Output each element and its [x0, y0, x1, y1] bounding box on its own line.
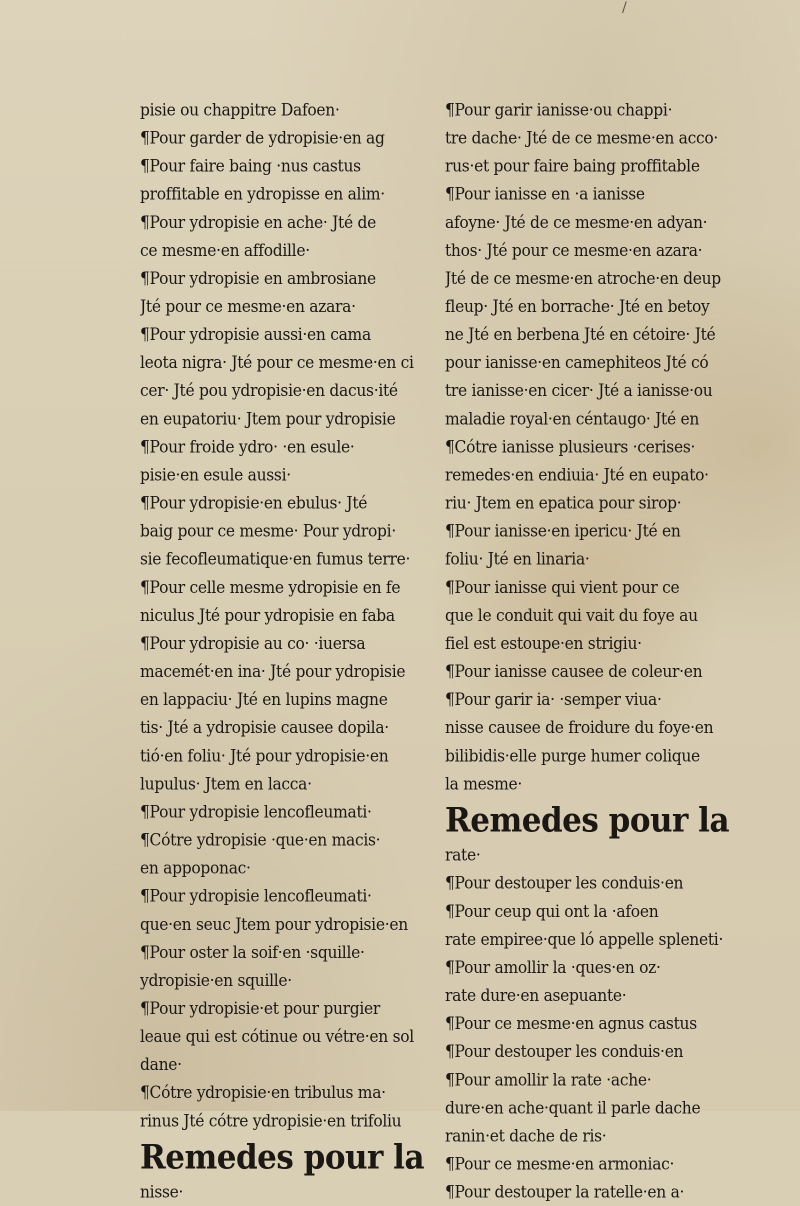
text-line: ¶Pour ianisse·en ipericu· Jté en [445, 521, 681, 541]
text-line: pour ianisse·en camephiteos Jté có [445, 353, 709, 373]
text-line: rate· [445, 845, 481, 865]
text-line: en eupatoriu· Jtem pour ydropisie [140, 409, 396, 429]
text-line: fiel est estoupe·en strigiu· [445, 633, 642, 654]
text-line: ¶Pour ceup qui ont la ·afoen [445, 901, 659, 922]
text-line: ne Jté en berbena Jté en cétoire· Jté [445, 324, 716, 345]
text-line: ¶Pour ianisse causee de coleur·en [445, 661, 703, 682]
text-line: leota nigra· Jté pour ce mesme·en ci [140, 353, 414, 373]
text-line: baig pour ce mesme· Pour ydropi· [140, 521, 396, 541]
text-line: pisie·en esule aussi· [140, 465, 291, 485]
text-line: fleup· Jté en borrache· Jté en betoy [445, 296, 710, 317]
text-line: Jté pour ce mesme·en azara· [140, 296, 356, 317]
text-line: rate dure·en asepuante· [445, 985, 627, 1006]
text-line: en lappaciu· Jté en lupins magne [140, 690, 388, 710]
text-line: ¶Cótre ydropisie·en tribulus ma· [140, 1083, 386, 1103]
text-line: que le conduit qui vait du foye au [445, 605, 698, 626]
text-line: dure·en ache·quant il parle dache [445, 1098, 701, 1118]
text-line: riu· Jtem en epatica pour sirop· [445, 493, 682, 513]
text-line: ce mesme·en affodille· [140, 240, 310, 261]
text-line: tis· Jté a ydropisie causee dopila· [140, 718, 389, 738]
text-line: en appoponac· [140, 858, 251, 878]
text-line: rinus Jté cótre ydropisie·en trifoliu [140, 1111, 402, 1131]
left-column-lines-a [140, 96, 425, 1135]
text-line: ¶Pour faire baing ·nus castus [140, 156, 361, 176]
text-line: la mesme· [445, 774, 523, 794]
text-line: rate empiree·que ló appelle spleneti· [445, 929, 724, 950]
page-mark: / [622, 0, 627, 16]
text-line: ¶Pour ce mesme·en agnus castus [445, 1014, 697, 1034]
text-line: ¶Cótre ydropisie ·que·en macis· [140, 830, 381, 850]
text-line: ¶Pour amollir la ·ques·en oz· [445, 957, 661, 978]
text-line: nisse· [140, 1182, 184, 1202]
text-line: afoyne· Jté de ce mesme·en adyan· [445, 212, 708, 233]
left-column-lines-b [140, 1178, 425, 1206]
text-line: bilibidis·elle purge humer colique [445, 746, 700, 766]
text-line: Jté de ce mesme·en atroche·en deup [445, 268, 721, 289]
text-line: ¶Pour oster la soif·en ·squille· [140, 942, 365, 963]
text-line: rus·et pour faire baing proffitable [445, 156, 700, 176]
text-line: tre ianisse·en cicer· Jté a ianisse·ou [445, 381, 713, 401]
text-line: ¶Pour ydropisie au co· ·iuersa [140, 633, 366, 654]
text-line: ¶Pour celle mesme ydropisie en fe [140, 577, 401, 598]
text-line: macemét·en ina· Jté pour ydropisie [140, 661, 406, 682]
text-line: sie fecofleumatique·en fumus terre· [140, 549, 411, 570]
text-line: ¶Pour ydropisie en ache· Jté de [140, 212, 376, 233]
text-line: ¶Pour ydropisie·et pour purgier [140, 998, 381, 1019]
text-line: ¶Pour ydropisie aussi·en cama [140, 324, 371, 345]
text-line: ¶Pour ce mesme·en armoniac· [445, 1154, 675, 1174]
text-line: cer· Jté pou ydropisie·en dacus·ité [140, 381, 398, 401]
text-line: niculus Jté pour ydropisie en faba [140, 605, 395, 626]
text-line: ¶Pour ianisse en ·a ianisse [445, 184, 645, 204]
text-line: maladie royal·en céntaugo· Jté en [445, 409, 700, 429]
text-line: dane· [140, 1055, 182, 1075]
text-line: ¶Pour ianisse qui vient pour ce [445, 577, 680, 598]
text-line: ydropisie·en squille· [140, 970, 292, 991]
text-line: proffitable en ydropisse en alim· [140, 184, 385, 204]
text-line: tió·en foliu· Jté pour ydropisie·en [140, 746, 389, 766]
text-line: ¶Pour ydropisie lencofleumati· [140, 802, 372, 822]
text-line: ¶Pour ydropisie·en ebulus· Jté [140, 493, 368, 513]
text-line: ¶Pour ydropisie lencofleumati· [140, 886, 372, 907]
text-line: ¶Pour froide ydro· ·en esule· [140, 437, 355, 457]
text-line: ¶Pour ydropisie en ambrosiane [140, 268, 376, 289]
right-column [445, 96, 730, 1206]
text-line: ¶Pour destouper la ratelle·en a· [445, 1182, 685, 1202]
text-line: que·en seuc Jtem pour ydropisie·en [140, 914, 408, 935]
text-line: foliu· Jté en linaria· [445, 549, 590, 570]
left-column [140, 96, 425, 1206]
right-column-lines-b [445, 841, 730, 1206]
text-line: ¶Pour destouper les conduis·en [445, 873, 684, 894]
text-line: ¶Pour amollir la rate ·ache· [445, 1070, 652, 1090]
text-line: ¶Pour garir ia· ·semper viua· [445, 690, 662, 710]
text-line: ranin·et dache de ris· [445, 1126, 607, 1146]
text-line: pisie ou chappitre Dafoen· [140, 100, 340, 120]
right-column-heading: Remedes pour la [445, 801, 730, 841]
text-line: lupulus· Jtem en lacca· [140, 774, 312, 794]
text-line: tre dache· Jté de ce mesme·en acco· [445, 128, 719, 148]
text-line: ¶Pour destouper les conduis·en [445, 1042, 684, 1062]
text-line: ¶Pour garir ianisse·ou chappi· [445, 100, 673, 120]
text-line: ¶Cótre ianisse plusieurs ·cerises· [445, 437, 696, 457]
text-line: remedes·en endiuia· Jté en eupato· [445, 465, 709, 485]
text-line: nisse causee de froidure du foye·en [445, 718, 714, 738]
text-line: thos· Jté pour ce mesme·en azara· [445, 240, 703, 261]
text-line: leaue qui est cótinue ou vétre·en sol [140, 1026, 414, 1047]
left-column-heading: Remedes pour la [140, 1138, 425, 1178]
right-column-lines-a [445, 96, 730, 798]
text-line: ¶Pour garder de ydropisie·en ag [140, 128, 385, 148]
